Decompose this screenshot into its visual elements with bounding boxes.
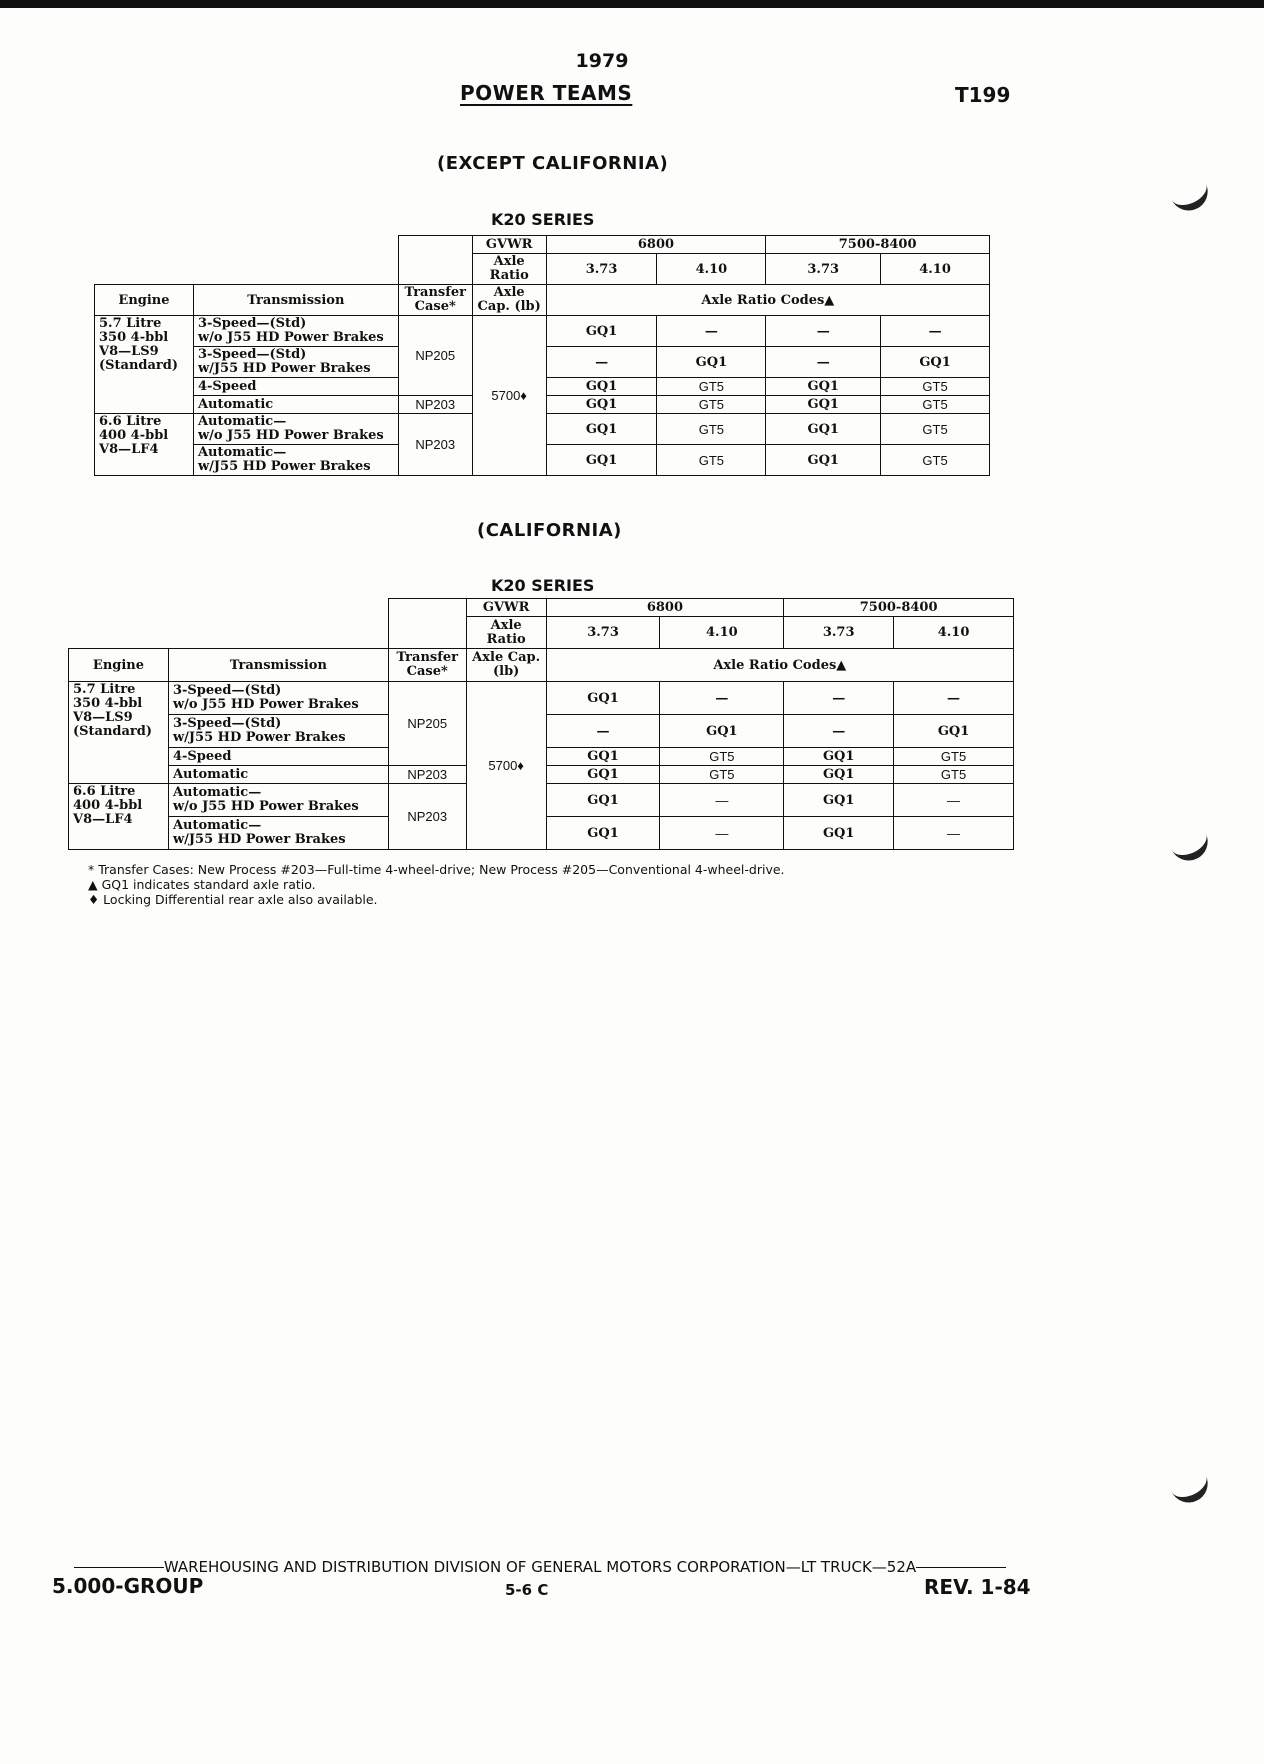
engine-cell: 6.6 Litre 400 4-bbl V8—LF4 xyxy=(95,414,194,476)
gvwr-7500-8400: 7500-8400 xyxy=(784,599,1014,617)
code-cell: GQ1 xyxy=(766,396,881,414)
code-cell: GQ1 xyxy=(881,347,990,378)
ratio-header: 4.10 xyxy=(660,617,784,649)
power-team-table-california xyxy=(68,598,1014,850)
code-cell: GT5 xyxy=(657,445,766,476)
engine-cell: 5.7 Litre 350 4-bbl V8—LS9 (Standard) xyxy=(69,682,169,784)
code-cell: GQ1 xyxy=(546,316,657,347)
transfer-case-cell: NP203 xyxy=(388,766,466,784)
engine-header: Engine xyxy=(95,285,194,316)
transmission-cell: 3-Speed—(Std) w/J55 HD Power Brakes xyxy=(168,715,388,748)
transmission-cell: 4-Speed xyxy=(168,748,388,766)
axle-cap-cell: 5700♦ xyxy=(466,682,546,850)
code-cell: GQ1 xyxy=(546,817,660,850)
series-title: K20 SERIES xyxy=(491,210,595,229)
axle-ratio-codes-header: Axle Ratio Codes▲ xyxy=(546,649,1013,682)
engine-header: Engine xyxy=(69,649,169,682)
code-cell: — xyxy=(660,784,784,817)
code-cell: GT5 xyxy=(660,748,784,766)
transmission-cell: 3-Speed—(Std) w/J55 HD Power Brakes xyxy=(193,347,398,378)
code-cell: GQ1 xyxy=(660,715,784,748)
code-cell: GQ1 xyxy=(546,396,657,414)
section-heading-except-california: (EXCEPT CALIFORNIA) xyxy=(437,153,669,174)
ratio-header: 3.73 xyxy=(546,617,660,649)
axle-cap-header: Axle Cap. (lb) xyxy=(466,649,546,682)
code-cell: GT5 xyxy=(894,766,1014,784)
transmission-cell: Automatic— w/o J55 HD Power Brakes xyxy=(193,414,398,445)
transmission-cell: Automatic xyxy=(193,396,398,414)
code-cell: GT5 xyxy=(657,414,766,445)
code-cell: GQ1 xyxy=(546,748,660,766)
code-cell: GQ1 xyxy=(766,378,881,396)
transfer-case-cell: NP205 xyxy=(388,682,466,766)
transmission-cell: Automatic— w/o J55 HD Power Brakes xyxy=(168,784,388,817)
footnote-transfer-case: * Transfer Cases: New Process #203—Full-time 4-wheel-drive; New Process #205—Conventional 4-wheel-drive. xyxy=(88,862,785,877)
divider xyxy=(74,1567,164,1568)
axle-ratio-label: Axle Ratio xyxy=(472,254,546,285)
code-cell: GQ1 xyxy=(546,784,660,817)
code-cell: — xyxy=(660,682,784,715)
transmission-cell: 3-Speed—(Std) w/o J55 HD Power Brakes xyxy=(193,316,398,347)
binder-hole-mark xyxy=(1170,170,1210,210)
ratio-header: 4.10 xyxy=(894,617,1014,649)
code-cell: — xyxy=(784,682,894,715)
blank-header-cell xyxy=(398,236,472,285)
axle-ratio-label: Axle Ratio xyxy=(466,617,546,649)
gvwr-6800: 6800 xyxy=(546,236,766,254)
code-cell: GQ1 xyxy=(784,748,894,766)
transmission-header: Transmission xyxy=(193,285,398,316)
ratio-header: 4.10 xyxy=(657,254,766,285)
code-cell: — xyxy=(546,715,660,748)
code-cell: — xyxy=(894,682,1014,715)
divider xyxy=(916,1567,1006,1568)
code-cell: — xyxy=(546,347,657,378)
code-cell: GQ1 xyxy=(766,445,881,476)
page-code: T199 xyxy=(955,83,1011,107)
code-cell: GQ1 xyxy=(784,784,894,817)
code-cell: GT5 xyxy=(881,445,990,476)
transmission-cell: 3-Speed—(Std) w/o J55 HD Power Brakes xyxy=(168,682,388,715)
code-cell: GT5 xyxy=(657,396,766,414)
ratio-header: 3.73 xyxy=(784,617,894,649)
transmission-cell: Automatic— w/J55 HD Power Brakes xyxy=(168,817,388,850)
code-cell: — xyxy=(881,316,990,347)
code-cell: GQ1 xyxy=(894,715,1014,748)
engine-cell: 5.7 Litre 350 4-bbl V8—LS9 (Standard) xyxy=(95,316,194,414)
blank-header-cell xyxy=(388,599,466,649)
footnotes xyxy=(88,862,785,907)
transfer-case-cell: NP203 xyxy=(388,784,466,850)
footer-revision: REV. 1-84 xyxy=(924,1575,1031,1599)
header-year: 1979 xyxy=(575,50,629,72)
series-title: K20 SERIES xyxy=(491,576,595,595)
footnote-locking-diff: ♦ Locking Differential rear axle also available. xyxy=(88,892,378,907)
page-title: POWER TEAMS xyxy=(460,81,633,105)
code-cell: — xyxy=(766,347,881,378)
transmission-cell: Automatic— w/J55 HD Power Brakes xyxy=(193,445,398,476)
code-cell: GT5 xyxy=(881,414,990,445)
code-cell: — xyxy=(766,316,881,347)
code-cell: — xyxy=(784,715,894,748)
gvwr-6800: 6800 xyxy=(546,599,784,617)
code-cell: GQ1 xyxy=(784,766,894,784)
footer-division-line xyxy=(60,1558,1020,1576)
transfer-case-header: Transfer Case* xyxy=(388,649,466,682)
gvwr-7500-8400: 7500-8400 xyxy=(766,236,990,254)
footnote-standard-axle: ▲ GQ1 indicates standard axle ratio. xyxy=(88,877,316,892)
transfer-case-header: Transfer Case* xyxy=(398,285,472,316)
code-cell: GQ1 xyxy=(546,445,657,476)
code-cell: GT5 xyxy=(660,766,784,784)
footer-group: 5.000-GROUP xyxy=(52,1574,204,1598)
binder-hole-mark xyxy=(1170,820,1210,860)
code-cell: — xyxy=(657,316,766,347)
code-cell: GQ1 xyxy=(546,378,657,396)
axle-cap-header: Axle Cap. (lb) xyxy=(472,285,546,316)
code-cell: GT5 xyxy=(881,396,990,414)
ratio-header: 4.10 xyxy=(881,254,990,285)
top-border xyxy=(0,0,1264,8)
section-heading-california: (CALIFORNIA) xyxy=(477,520,622,541)
code-cell: GT5 xyxy=(894,748,1014,766)
ratio-header: 3.73 xyxy=(766,254,881,285)
code-cell: GT5 xyxy=(881,378,990,396)
footer-division-text: WAREHOUSING AND DISTRIBUTION DIVISION OF GENERAL MOTORS CORPORATION—LT TRUCK—52A xyxy=(163,1558,917,1576)
transfer-case-cell: NP205 xyxy=(398,316,472,396)
code-cell: GQ1 xyxy=(546,682,660,715)
binder-hole-mark xyxy=(1170,1462,1210,1502)
transfer-case-cell: NP203 xyxy=(398,414,472,476)
code-cell: GQ1 xyxy=(657,347,766,378)
power-team-table-except-california xyxy=(94,235,990,476)
code-cell: GQ1 xyxy=(784,817,894,850)
code-cell: — xyxy=(894,784,1014,817)
transfer-case-cell: NP203 xyxy=(398,396,472,414)
transmission-cell: 4-Speed xyxy=(193,378,398,396)
code-cell: GQ1 xyxy=(546,766,660,784)
code-cell: — xyxy=(660,817,784,850)
code-cell: GQ1 xyxy=(546,414,657,445)
transmission-header: Transmission xyxy=(168,649,388,682)
code-cell: GT5 xyxy=(657,378,766,396)
axle-ratio-codes-header: Axle Ratio Codes▲ xyxy=(546,285,989,316)
gvwr-label: GVWR xyxy=(466,599,546,617)
gvwr-label: GVWR xyxy=(472,236,546,254)
axle-cap-cell: 5700♦ xyxy=(472,316,546,476)
transmission-cell: Automatic xyxy=(168,766,388,784)
footer-page-number: 5-6 C xyxy=(505,1581,549,1599)
engine-cell: 6.6 Litre 400 4-bbl V8—LF4 xyxy=(69,784,169,850)
code-cell: GQ1 xyxy=(766,414,881,445)
code-cell: — xyxy=(894,817,1014,850)
ratio-header: 3.73 xyxy=(546,254,657,285)
